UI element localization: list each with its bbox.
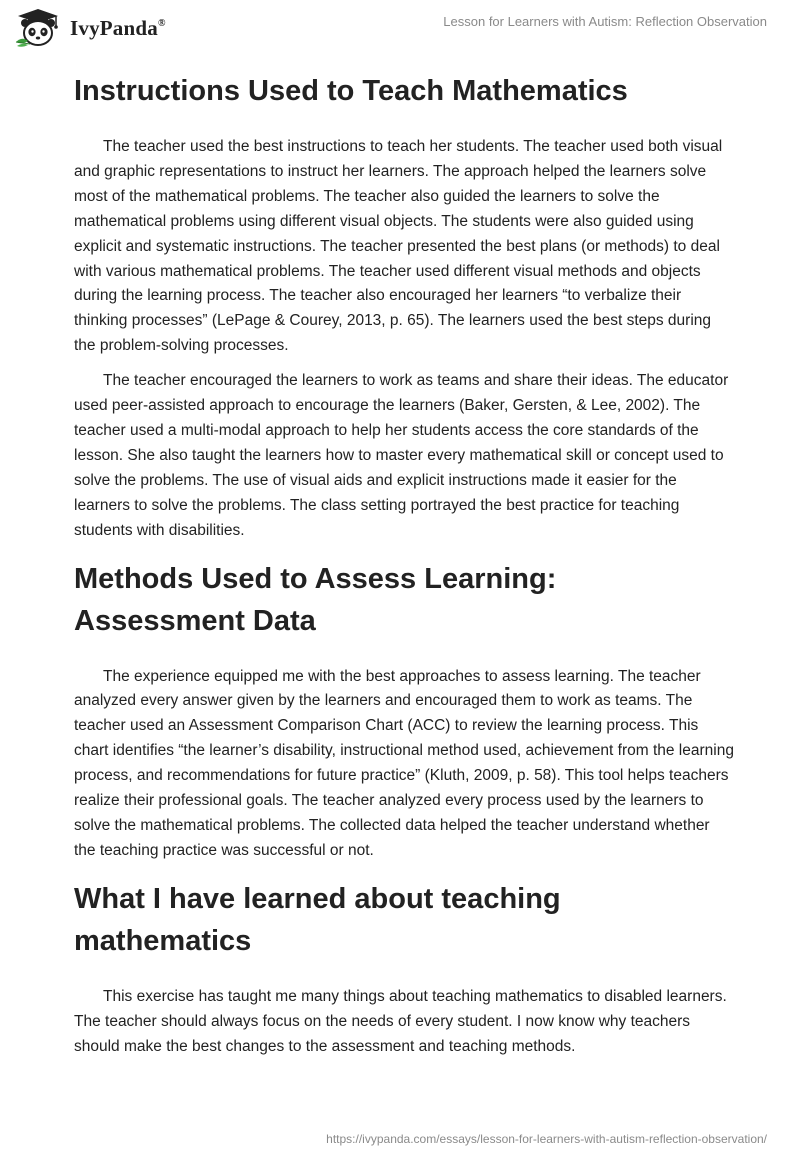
paragraph: The teacher encouraged the learners to work as teams and share their ideas. The educator used peer-assisted approach to encourage the learners (Baker, Gersten, & Lee, 2002). The teacher used a multi-modal approach to help her students access the core standards of the lesson. She also taught the learners how to master every mathematical skill or concept used to solve the problems. The use of visual aids and explicit instructions made it easier for the learners to solve the problems. The class setting portrayed the best practice for teaching students with disabilities.: [74, 372, 729, 539]
section-heading: Instructions Used to Teach Mathematics: [74, 75, 628, 107]
page-header: [0, 0, 800, 60]
section-heading: What I have learned about teaching mathematics: [74, 882, 561, 957]
paragraph: The teacher used the best instructions to teach her students. The teacher used both visual and graphic representations to instruct her learners. The approach helped the learners solve most of the mathematical problems. The teacher also guided the learners to solve the mathematical problems using different visual objects. The students were also guided using explicit and systematic instructions. The teacher presented the best plans (or methods) to deal with various mathematical problems. The teacher used different visual methods and objects during the learning process. The teacher also encouraged her learners “to verbalize their thinking processes” (LePage & Courey, 2013, p. 65). The learners used the best steps during the problem-solving processes.: [74, 138, 723, 355]
brand-name: IvyPanda®: [70, 15, 166, 40]
document-title: Lesson for Learners with Autism: Reflection Observation: [443, 14, 767, 29]
panda-icon: [14, 8, 64, 48]
essay-content: [74, 70, 734, 1069]
paragraph: This exercise has taught me many things about teaching mathematics to disabled learners. The teacher should always focus on the needs of every student. I now know why teachers should make the best changes to the assessment and teaching methods.: [74, 987, 727, 1055]
section-heading: Methods Used to Assess Learning: Assessment Data: [74, 562, 557, 637]
ivypanda-logo[interactable]: [14, 8, 166, 48]
paragraph: The experience equipped me with the best approaches to assess learning. The teacher analyzed every answer given by the learners and encouraged them to work as teams. The teacher used an Assessment Comparison Chart (ACC) to review the learning process. This chart identifies “the learner’s disability, instructional method used, achievement from the learning process, and recommendations for future practice” (Kluth, 2009, p. 58). This tool helps teachers realize their professional goals. The teacher analyzed every process used by the learners to solve the mathematical problems. The collected data helped the teacher understand whether the teaching practice was successful or not.: [74, 667, 734, 859]
source-url[interactable]: https://ivypanda.com/essays/lesson-for-learners-with-autism-reflection-observation/: [326, 1132, 767, 1146]
